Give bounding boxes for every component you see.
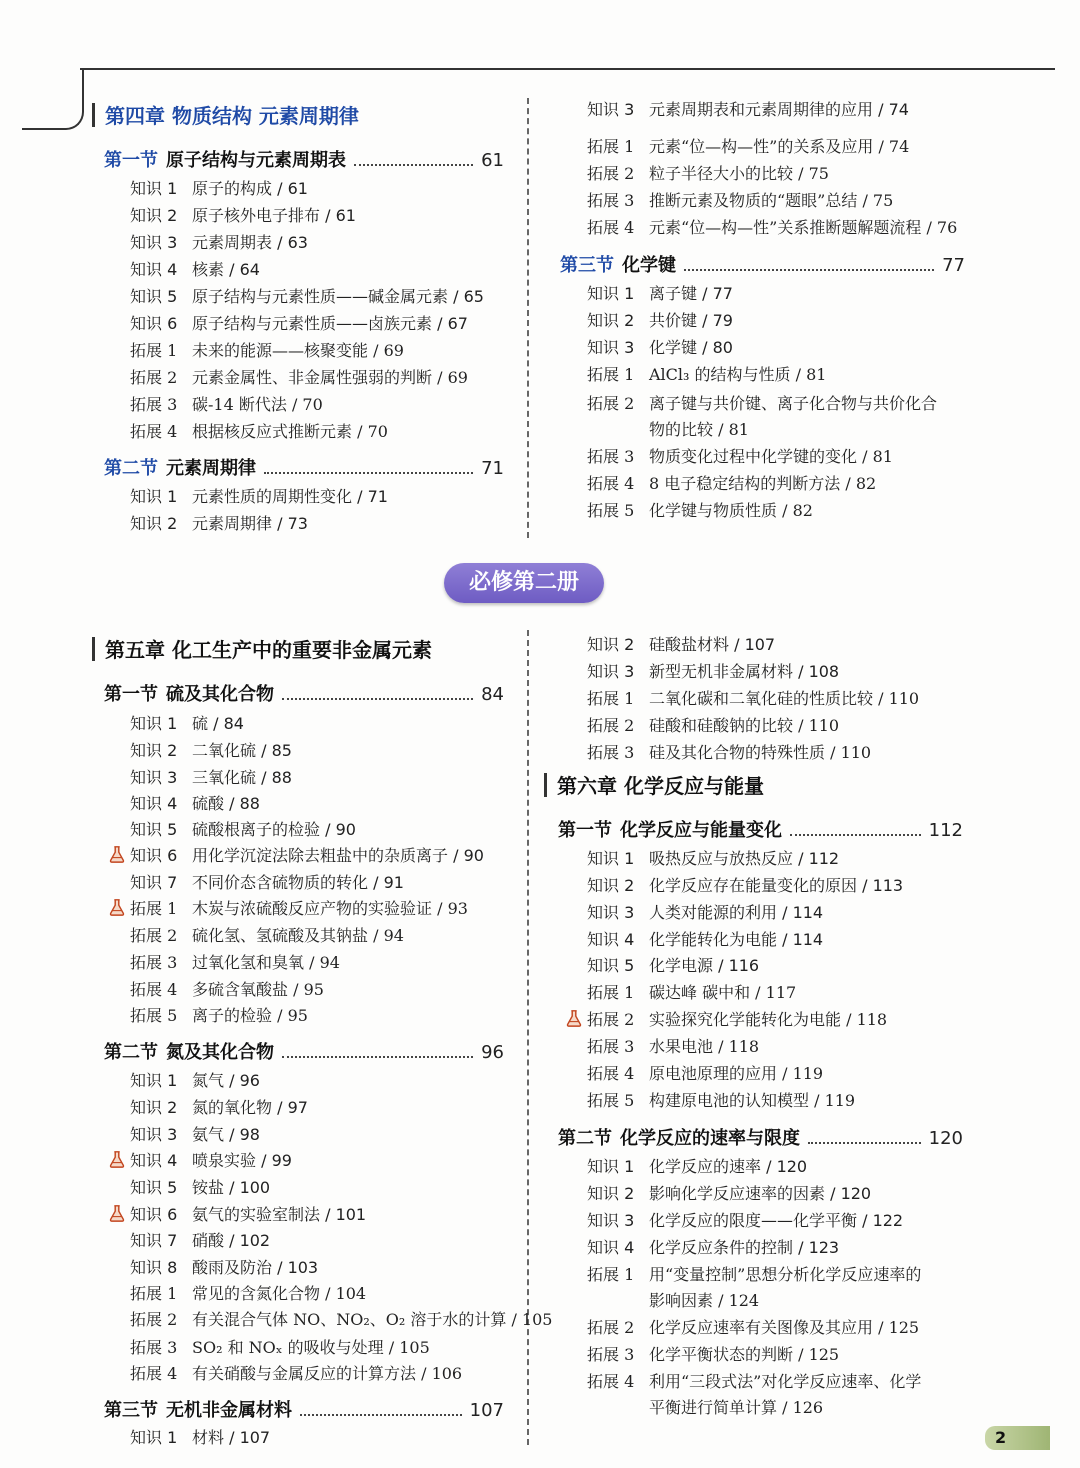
section-title: 化学反应与能量变化 xyxy=(620,820,782,841)
toc-item[interactable]: 知识 4 喷泉实验 / 99 xyxy=(130,1148,292,1171)
toc-item[interactable]: 知识 2 二氧化硫 / 85 xyxy=(130,741,292,760)
toc-item[interactable]: 拓展 1 木炭与浓硫酸反应产物的实验验证 / 93 xyxy=(130,896,468,919)
volume-banner: 必修第二册 xyxy=(444,563,604,603)
toc-item[interactable]: 知识 2 硅酸盐材料 / 107 xyxy=(587,635,776,654)
toc-item[interactable]: 拓展 4 有关硝酸与金属反应的计算方法 / 106 xyxy=(130,1364,463,1383)
page-number: 2 xyxy=(985,1426,1050,1450)
section-page: 107 xyxy=(469,1400,504,1421)
toc-item[interactable]: 知识 2 元素周期律 / 73 xyxy=(130,514,308,533)
toc-item[interactable]: 拓展 2 实验探究化学能转化为电能 / 118 xyxy=(587,1007,887,1030)
toc-item[interactable]: 知识 1 元素性质的周期性变化 / 71 xyxy=(130,487,388,506)
leader-dots xyxy=(282,1056,473,1058)
leader-dots xyxy=(808,1142,921,1144)
section-title: 无机非金属材料 xyxy=(166,1400,292,1421)
toc-item[interactable]: 拓展 3 推断元素及物质的“题眼”总结 / 75 xyxy=(587,191,894,210)
section-title: 元素周期律 xyxy=(166,458,256,479)
section-number: 第二节 xyxy=(558,1128,612,1149)
toc-item[interactable]: 知识 5 化学电源 / 116 xyxy=(587,956,760,975)
toc-item-continued[interactable]: 物的比较 / 81 xyxy=(649,420,749,439)
flask-icon xyxy=(108,845,126,863)
leader-dots xyxy=(264,472,473,474)
toc-item[interactable]: 知识 3 氨气 / 98 xyxy=(130,1125,260,1144)
section-title: 化学反应的速率与限度 xyxy=(620,1128,800,1149)
section-page: 120 xyxy=(928,1128,963,1149)
section-title: 原子结构与元素周期表 xyxy=(166,150,346,171)
header-rule xyxy=(80,68,1055,70)
section-5-2[interactable] xyxy=(104,1038,504,1064)
toc-item[interactable]: 拓展 3 碳-14 断代法 / 70 xyxy=(130,395,323,414)
leader-dots xyxy=(282,698,473,700)
chapter-bar xyxy=(92,637,95,661)
toc-item-continued[interactable]: 平衡进行简单计算 / 126 xyxy=(649,1398,824,1417)
section-title: 化学键 xyxy=(622,255,676,276)
leader-dots xyxy=(684,269,934,271)
section-page: 96 xyxy=(481,1042,504,1063)
toc-item[interactable]: 知识 2 化学反应存在能量变化的原因 / 113 xyxy=(587,876,904,895)
toc-item[interactable]: 知识 1 化学反应的速率 / 120 xyxy=(587,1157,808,1176)
toc-item[interactable]: 拓展 3 过氧化氢和臭氧 / 94 xyxy=(130,953,340,972)
toc-item[interactable]: 知识 7 硝酸 / 102 xyxy=(130,1231,271,1250)
toc-item[interactable]: 知识 3 化学键 / 80 xyxy=(587,338,733,357)
toc-item[interactable]: 知识 7 不同价态含硫物质的转化 / 91 xyxy=(130,873,404,892)
toc-item[interactable]: 拓展 4 原电池原理的应用 / 119 xyxy=(587,1064,824,1083)
section-number: 第二节 xyxy=(104,1042,158,1063)
toc-item[interactable]: 知识 1 原子的构成 / 61 xyxy=(130,179,308,198)
header-curve xyxy=(22,68,84,130)
leader-dots xyxy=(790,834,921,836)
section-page: 71 xyxy=(481,458,504,479)
section-title: 氮及其化合物 xyxy=(166,1042,274,1063)
toc-item[interactable]: 拓展 3 SO₂ 和 NOₓ 的吸收与处理 / 105 xyxy=(130,1338,430,1357)
toc-item[interactable]: 拓展 4 利用“三段式法”对化学反应速率、化学 xyxy=(587,1372,922,1391)
toc-item[interactable]: 知识 6 用化学沉淀法除去粗盐中的杂质离子 / 90 xyxy=(130,843,484,866)
toc-item[interactable]: 知识 3 三氧化硫 / 88 xyxy=(130,768,292,787)
toc-item[interactable]: 知识 4 化学反应条件的控制 / 123 xyxy=(587,1238,840,1257)
section-4-2[interactable] xyxy=(104,454,504,480)
toc-item-continued[interactable]: 影响因素 / 124 xyxy=(649,1291,760,1310)
toc-item[interactable]: 知识 4 硫酸 / 88 xyxy=(130,794,260,813)
toc-item[interactable]: 拓展 1 碳达峰 碳中和 / 117 xyxy=(587,983,797,1002)
chapter-5-title: 第五章 化工生产中的重要非金属元素 xyxy=(92,634,432,663)
section-number: 第二节 xyxy=(104,458,158,479)
toc-item[interactable]: 知识 2 原子核外电子排布 / 61 xyxy=(130,206,356,225)
toc-item[interactable]: 拓展 4 8 电子稳定结构的判断方法 / 82 xyxy=(587,474,877,493)
toc-item[interactable]: 拓展 2 硅酸和硅酸钠的比较 / 110 xyxy=(587,716,840,735)
toc-item[interactable]: 拓展 4 多硫含氧酸盐 / 95 xyxy=(130,980,324,999)
section-5-1[interactable] xyxy=(104,680,504,706)
section-title: 硫及其化合物 xyxy=(166,684,274,705)
toc-item[interactable]: 拓展 5 化学键与物质性质 / 82 xyxy=(587,501,813,520)
flask-icon xyxy=(108,1204,126,1222)
section-number: 第一节 xyxy=(104,150,158,171)
chapter-bar xyxy=(544,773,547,797)
section-6-2[interactable] xyxy=(558,1124,963,1150)
toc-item[interactable]: 知识 3 化学反应的限度——化学平衡 / 122 xyxy=(587,1211,904,1230)
chapter-6-title: 第六章 化学反应与能量 xyxy=(544,770,764,799)
toc-item[interactable]: 拓展 2 元素金属性、非金属性强弱的判断 / 69 xyxy=(130,368,468,387)
section-page: 112 xyxy=(928,820,963,841)
section-number: 第三节 xyxy=(104,1400,158,1421)
chapter-4-title: 第四章 物质结构 元素周期律 xyxy=(92,100,359,129)
toc-item[interactable]: 拓展 2 化学反应速率有关图像及其应用 / 125 xyxy=(587,1318,920,1337)
toc-item[interactable]: 拓展 1 用“变量控制”思想分析化学反应速率的 xyxy=(587,1265,922,1284)
section-page: 77 xyxy=(942,255,965,276)
toc-item[interactable]: 知识 2 影响化学反应速率的因素 / 120 xyxy=(587,1184,872,1203)
leader-dots xyxy=(354,164,473,166)
toc-item[interactable]: 拓展 5 离子的检验 / 95 xyxy=(130,1006,308,1025)
toc-item[interactable]: 知识 3 人类对能源的利用 / 114 xyxy=(587,903,824,922)
flask-icon xyxy=(108,1150,126,1168)
toc-item[interactable]: 拓展 1 常见的含氮化合物 / 104 xyxy=(130,1284,367,1303)
leader-dots xyxy=(300,1414,462,1416)
toc-item[interactable]: 拓展 2 离子键与共价键、离子化合物与共价化合 xyxy=(587,394,938,413)
section-number: 第三节 xyxy=(560,255,614,276)
section-4-1[interactable] xyxy=(104,146,504,172)
section-number: 第一节 xyxy=(558,820,612,841)
section-5-3[interactable] xyxy=(104,1396,504,1422)
toc-item[interactable]: 知识 1 材料 / 107 xyxy=(130,1428,271,1447)
toc-item[interactable]: 知识 1 硫 / 84 xyxy=(130,714,244,733)
section-page: 84 xyxy=(481,684,504,705)
toc-item[interactable]: 知识 8 酸雨及防治 / 103 xyxy=(130,1258,319,1277)
toc-item[interactable]: 拓展 3 硅及其化合物的特殊性质 / 110 xyxy=(587,743,872,762)
toc-item[interactable]: 拓展 1 AlCl₃ 的结构与性质 / 81 xyxy=(587,365,827,384)
toc-item[interactable]: 知识 1 氮气 / 96 xyxy=(130,1071,260,1090)
toc-item[interactable]: 知识 5 铵盐 / 100 xyxy=(130,1178,271,1197)
toc-item[interactable]: 拓展 1 二氧化碳和二氧化硅的性质比较 / 110 xyxy=(587,689,920,708)
toc-item[interactable]: 拓展 3 水果电池 / 118 xyxy=(587,1037,760,1056)
toc-item[interactable]: 知识 2 氮的氧化物 / 97 xyxy=(130,1098,308,1117)
flask-icon xyxy=(108,898,126,916)
toc-item[interactable]: 拓展 1 元素“位—构—性”的关系及应用 / 74 xyxy=(587,137,910,156)
toc-item[interactable]: 拓展 4 元素“位—构—性”关系推断题解题流程 / 76 xyxy=(587,218,958,237)
toc-item[interactable]: 拓展 5 构建原电池的认知模型 / 119 xyxy=(587,1091,856,1110)
toc-item[interactable]: 拓展 3 化学平衡状态的判断 / 125 xyxy=(587,1345,840,1364)
toc-item[interactable]: 知识 3 元素周期表和元素周期律的应用 / 74 xyxy=(587,100,909,119)
toc-item[interactable]: 知识 3 元素周期表 / 63 xyxy=(130,233,308,252)
toc-item[interactable]: 知识 4 核素 / 64 xyxy=(130,260,260,279)
toc-item[interactable]: 知识 2 共价键 / 79 xyxy=(587,311,733,330)
flask-icon xyxy=(565,1009,583,1027)
toc-item[interactable]: 拓展 4 根据核反应式推断元素 / 70 xyxy=(130,422,388,441)
toc-item[interactable]: 拓展 2 硫化氢、氢硫酸及其钠盐 / 94 xyxy=(130,926,404,945)
section-6-1[interactable] xyxy=(558,816,963,842)
toc-item[interactable]: 拓展 2 粒子半径大小的比较 / 75 xyxy=(587,164,829,183)
section-number: 第一节 xyxy=(104,684,158,705)
section-4-3[interactable] xyxy=(560,251,965,277)
toc-item[interactable]: 知识 1 离子键 / 77 xyxy=(587,284,733,303)
toc-item[interactable]: 知识 4 化学能转化为电能 / 114 xyxy=(587,930,824,949)
toc-item[interactable]: 知识 6 原子结构与元素性质——卤族元素 / 67 xyxy=(130,314,468,333)
toc-item[interactable]: 知识 5 硫酸根离子的检验 / 90 xyxy=(130,820,356,839)
toc-item[interactable]: 知识 5 原子结构与元素性质——碱金属元素 / 65 xyxy=(130,287,484,306)
toc-item[interactable]: 知识 1 吸热反应与放热反应 / 112 xyxy=(587,849,840,868)
toc-item[interactable]: 拓展 3 物质变化过程中化学键的变化 / 81 xyxy=(587,447,893,466)
toc-item[interactable]: 知识 6 氨气的实验室制法 / 101 xyxy=(130,1202,366,1225)
toc-item[interactable]: 知识 3 新型无机非金属材料 / 108 xyxy=(587,662,840,681)
chapter-bar xyxy=(92,103,95,127)
toc-item[interactable]: 拓展 2 有关混合气体 NO、NO₂、O₂ 溶于水的计算 / 105 xyxy=(130,1310,553,1329)
section-page: 61 xyxy=(481,150,504,171)
toc-item[interactable]: 拓展 1 未来的能源——核聚变能 / 69 xyxy=(130,341,404,360)
column-divider-top xyxy=(527,98,529,538)
